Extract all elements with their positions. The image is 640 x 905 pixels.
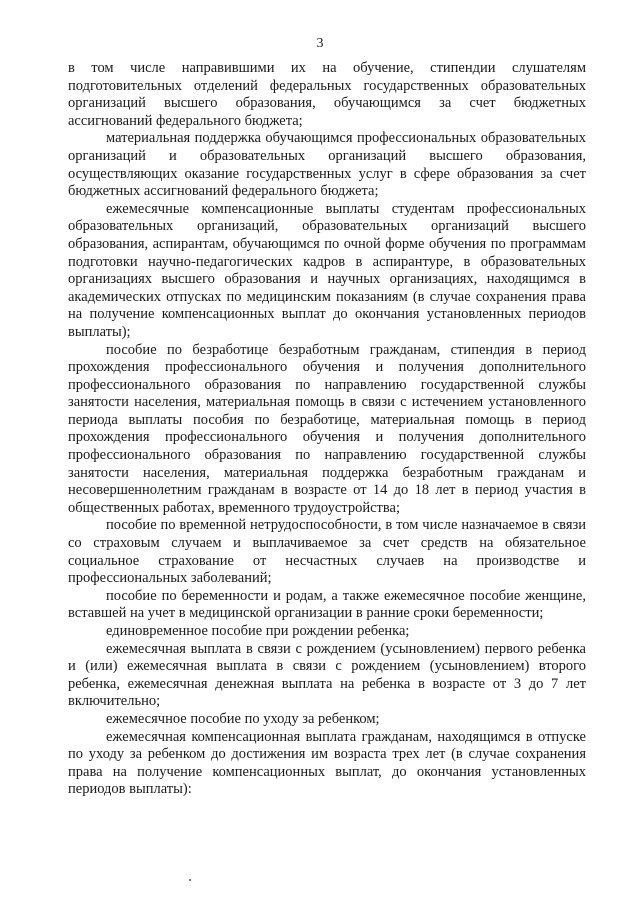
scan-speck [189, 879, 191, 881]
paragraph-10: ежемесячная компенсационная выплата гражданам, находящимся в отпуске по уходу за ребенком до достижения им возраста трех лет (в случае сохранения права на получение компенсационных выплат, до окончания установленных периодов выплаты): [68, 728, 586, 798]
document-body [68, 60, 586, 799]
paragraph-2: материальная поддержка обучающимся профессиональных образовательных организаций и образовательных организаций высшего образования, осуществляющих оказание государственных услуг в сфере образования за счет бюджетных ассигнований федерального бюджета; [68, 130, 586, 200]
page-number: 3 [316, 36, 324, 51]
paragraph-4: пособие по безработице безработным гражданам, стипендия в период прохождения профессионального обучения и получения дополнительного профессионального образования по направлению государственной службы занятости населения, материальная помощь в связи с истечением установленного периода выплаты пособия по безработице, материальная помощь в период прохождения профессионального обучения и получения дополнительного профессионального образования по направлению государственной службы занятости населения, материальная поддержка безработным гражданам и несовершеннолетним гражданам в возрасте от 14 до 18 лет в период участия в общественных работах, временного трудоустройства; [68, 341, 586, 516]
paragraph-8: ежемесячная выплата в связи с рождением (усыновлением) первого ребенка и (или) ежемесячная выплата в связи с рождением (усыновлением) второго ребенка, ежемесячная денежная выплата на ребенка в возрасте от 3 до 7 лет включительно; [68, 640, 586, 710]
paragraph-7: единовременное пособие при рождении ребенка; [106, 623, 410, 639]
paragraph-9: ежемесячное пособие по уходу за ребенком; [106, 710, 380, 727]
paragraph-1: в том числе направившими их на обучение, стипендии слушателям подготовительных отделений федеральных государственных образовательных организаций высшего образования, обучающимся за счет бюджетных ассигнований федерального бюджета; [68, 60, 586, 129]
paragraph-3: ежемесячные компенсационные выплаты студентам профессиональных образовательных организаций, образовательных организаций высшего образования, аспирантам, обучающимся по очной форме обучения по программам подготовки научно-педагогических кадров в аспирантуре, в образовательных организациях высшего образования и научных организациях, находящимся в академических отпусках по медицинским показаниям (в случае сохранения права на получение компенсационных выплат до окончания установленных периодов выплаты); [68, 200, 586, 340]
paragraph-6: пособие по беременности и родам, а также ежемесячное пособие женщине, вставшей на учет в медицинской организации в ранние сроки беременности; [68, 587, 586, 622]
paragraph-5: пособие по временной нетрудоспособности, в том числе назначаемое в связи со страховым случаем и выплачиваемое за счет средств на обязательное социальное страхование от несчастных случаев на производстве и профессиональных заболеваний; [68, 517, 586, 587]
